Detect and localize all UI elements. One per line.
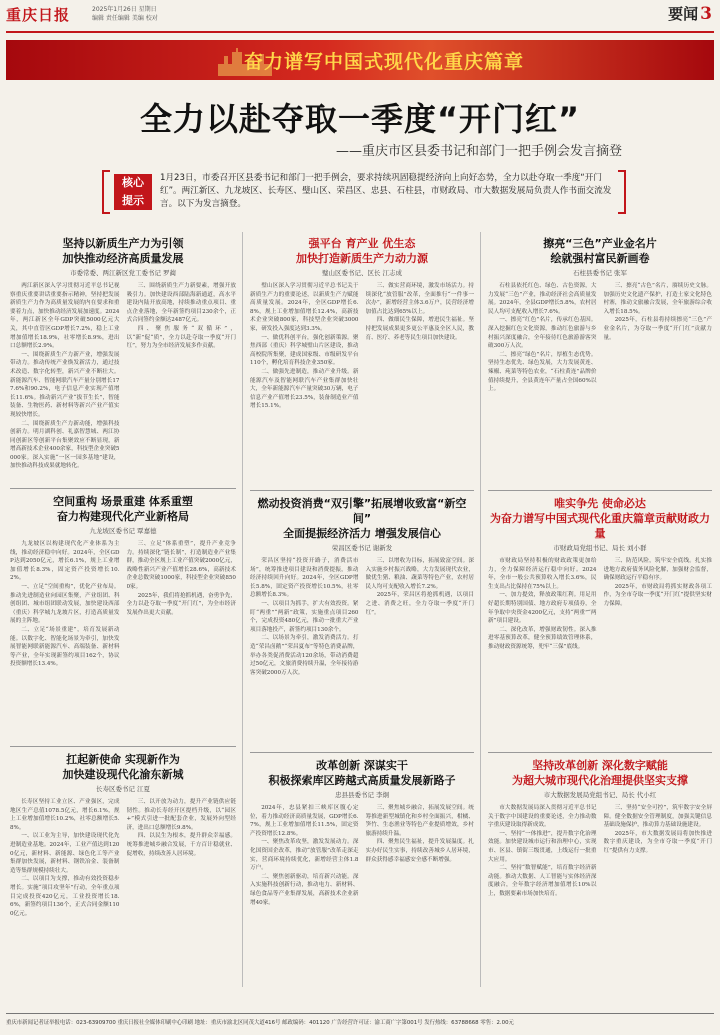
article	[488, 496, 712, 746]
article-byline: 市财政局党组书记、局长 刘小群	[553, 544, 647, 552]
article-paragraph: 2025年，荣昌区将抢抓机遇，以项目之进、消费之旺，全力夺取一季度“开门红”。	[365, 592, 474, 616]
article-paragraph: 2025年，市大数据发展局将加快推进数字重庆建设，为全市夺取一季度“开门红”提供有力支撑。	[603, 830, 712, 854]
article-subtitle: 全面提振经济活力 增强发展信心	[283, 527, 441, 540]
article-paragraph: 一、坚持“一体推进”，提升数字化治理效能。加快建设城市运行和治理中心，实现市、区县、镇街三级贯通，上线运行一批重大应用。	[488, 830, 597, 863]
article-subtitle: 为奋力谱写中国式现代化重庆篇章贡献财政力量	[490, 512, 710, 540]
article-paragraph: 一、擦亮“红色”名片，传承红色基因。深入挖掘红色文化资源，推动红色旅游与乡村振兴深度融合，全年接待红色旅游游客突破300万人次。	[488, 317, 597, 350]
article-body	[250, 282, 474, 483]
article-byline: 市大数据发展局党组书记、局长 代小红	[543, 791, 657, 799]
article-byline: 市委常委、两江新区党工委书记 罗蔺	[69, 269, 177, 277]
article-paragraph: 二、深化改革，增强财政韧性。深入推进零基预算改革，健全预算绩效管理体系，推动财政资源统筹，兜牢“三保”底线。	[488, 626, 597, 650]
article-paragraph: 一、加力提效，释放政策红利。用足用好超长期特别国债、地方政府专项债券，全年争取中央资金4200亿元，支持“两重”“两新”项目建设。	[488, 592, 597, 625]
article-paragraph: 二、立足“场景重建”，培育发展新动能。以数字化、智能化场景为牵引，加快发展智能网联新能源汽车、高端装备、新材料等产业，全年实现新签约项目162个，协议投资额增长13.4%。	[10, 626, 120, 668]
section-tag	[668, 3, 712, 24]
article-paragraph: 两江新区深入学习贯彻习近平总书记视察重庆重要讲话重要指示精神，坚持把发展新质生产力作为高质量发展的内在要求和重要着力点，加快推动经济发展加速度。2024年，两江新区全年GDP突破5000亿元大关，其中直管区GDP增长7.2%，稳上工业增加值增长18.9%，社零增长8.9%，进出口总额增长2.9%。	[10, 283, 120, 350]
article-title: 改革创新 深谋实干	[316, 759, 408, 772]
article-byline: 璧山区委书记、区长 江志成	[321, 269, 403, 277]
key-points-box	[114, 170, 614, 214]
masthead-rule	[6, 31, 714, 33]
article-paragraph: 一、围绕新质生产力新产业，增强发展带动力。推动传统产业焕发新活力，通过技术改造、数字化转型，新兴产业不断壮大。新能源汽车、智能网联汽车产量分别增长177.6%和90.2%，电子信息产业实现产值增长11.6%。推动新兴产业“拔节生长”，智能装备、生物医药、新材料等新兴产业产值实现较快增长。	[10, 351, 120, 418]
article-paragraph: 三、围绕新质生产力新要素，增强开放吸引力。加快建设西部陆海新通道，高水平建设内陆开放高地，持续推动重点项目、重点企业落地，全年新签约项目230余个，正式合同签约金额达2487亿元。	[126, 283, 236, 324]
article-body	[488, 557, 712, 745]
article-paragraph: 三、以开放为动力，提升产业链供应链韧性。推动长寿经开区提档升级，以“园区+”模式引进一批配套企业，发展外向型经济，进出口总额增长9.8%。	[126, 799, 236, 831]
bracket-right	[618, 170, 626, 214]
article-paragraph: 三、坚持“安全可控”，筑牢数字安全屏障。健全数据安全管理制度，加强关键信息基础设施保护，推动算力基础设施建设。	[603, 805, 712, 829]
article-paragraph: 2025年，市财政局将抓实财政各项工作，为全市夺取一季度“开门红”提供坚实财力保障。	[603, 583, 712, 607]
article-body-column	[127, 282, 237, 481]
article-body-column	[488, 557, 597, 745]
article-body-column	[10, 282, 120, 481]
masthead	[0, 0, 720, 34]
article-title: 扛起新使命 实现新作为	[66, 753, 180, 766]
article-body-column	[488, 282, 597, 483]
article-body	[488, 282, 712, 483]
article-body	[488, 804, 712, 1006]
article-body-column	[488, 804, 597, 1006]
article-paragraph: 一、立足“空间重构”，优化产业布局。推动先进制造业向园区集聚，产业组团、科创组团、城市组团联动发展，加快建设西部（重庆）科学城九龙坡片区，打造高质量发展的主阵地。	[10, 583, 120, 625]
article-body	[250, 804, 474, 1006]
article-paragraph: 九龙坡区以构建现代化产业体系为主线，推动经济稳中向好。2024年，全区GDP达到2050亿元，增长6.1%，规上工业增加值增长8.3%，固定资产投资增长10.2%。	[10, 541, 120, 582]
article-subtitle: 加快建设现代化渝东新城	[62, 768, 184, 781]
article-body	[10, 540, 236, 739]
key-points-text: 1月23日，市委召开区县委书记和部门一把手例会，要求持续巩固稳提经济向上向好态势，全力以赴夺取一季度“开门红”。两江新区、九龙坡区、长寿区、璧山区、荣昌区、忠县、石柱县，市财政局、市大数据发展局负责人作书面交流发言。以下为发言摘登。	[160, 173, 612, 209]
article-paragraph: 2025年，石柱县将持续擦亮“三色”产业金名片，为夺取一季度“开门红”贡献力量。	[603, 317, 712, 341]
article	[250, 758, 474, 1007]
article	[10, 494, 236, 740]
article-title: 唯实争先 使命必达	[554, 497, 646, 510]
article-paragraph: 三、防范风险，筑牢安全底线。扎实推进地方政府债务风险化解，加强财会监督，确保财政运行平稳有序。	[603, 558, 712, 582]
date-line	[92, 5, 158, 23]
article-body-column	[127, 540, 237, 739]
article-subtitle: 加快打造新质生产力动力源	[296, 252, 428, 265]
article-byline: 九龙坡区委书记 覃嘉德	[89, 527, 157, 535]
column-banner	[6, 40, 714, 80]
article-title: 坚持改革创新 深化数字赋能	[532, 759, 668, 772]
article-paragraph: 三、以增收为目标，拓展致富空间。深入实施乡村振兴战略，大力发展现代农业，做优生猪、粮油、蔬菜等特色产业，农村居民人均可支配收入增长7.2%。	[365, 558, 474, 590]
article-paragraph: 璧山区深入学习贯彻习近平总书记关于新质生产力的重要论述，以新质生产力赋能高质量发展。2024年，全区GDP增长6.8%，规上工业增加值增长12.4%，高新技术企业突破800家，科技型企业突破3000家，研发投入强度达到3.3%。	[250, 283, 359, 332]
article-body-column	[250, 282, 359, 483]
article-paragraph: 长寿区坚持工业立区、产业强区，完成地区生产总值1078.5亿元，增长6.1%，规上工业增加值增长10.2%，社零总额增长5.8%。	[10, 799, 120, 831]
article-paragraph: 四、以民生为根本，提升群众幸福感。统筹推进城乡融合发展，千方百计稳就业、促增收，持续改善人居环境。	[126, 833, 236, 857]
article-paragraph: 市大数据发展局深入贯彻习近平总书记关于数字中国建设的重要论述，全力推动数字重庆建设取得新成效。	[488, 805, 597, 829]
article-byline: 石柱县委书记 张军	[572, 269, 628, 277]
article-subtitle: 加快推动经济高质量发展	[62, 252, 184, 265]
article-title: 坚持以新质生产力为引领	[62, 237, 184, 250]
article-body-column	[604, 282, 713, 483]
article-paragraph: 一、做优科创平台，强化创新策源。聚焦西部（重庆）科学城璧山片区建设，推动高校院所集聚，建成国家级、市级研发平台110个，孵化培育科技企业350家。	[250, 334, 359, 367]
article-subtitle: 奋力构建现代化产业新格局	[57, 510, 189, 523]
article	[250, 236, 474, 484]
article-body-column	[604, 557, 713, 745]
bracket-left	[102, 170, 110, 214]
article-title: 空间重构 场景重建 体系重塑	[53, 495, 193, 508]
article-paragraph: 四、做细民生保障，增进民生福祉。坚持把发展成果更多更公平惠及全区人民，教育、医疗、养老等民生项目加快建设。	[365, 317, 474, 341]
article-body	[250, 557, 474, 745]
article-paragraph: 二、以场景为牵引，激发消费活力。打造“荣昌卤鹅”“荣昌夏布”等特色消费品牌，举办各类促消费活动120余场，带动消费超过50亿元，文旅消费持续升温，全年接待游客突破2000万人次。	[250, 635, 359, 676]
article-paragraph: 四、聚焦服务“双循环”，以“新”促“质”，全力以赴夺取一季度“开门红”，努力为全市经济发展多作贡献。	[126, 325, 236, 350]
article-byline: 长寿区委书记 江夏	[95, 785, 151, 793]
article-title: 强平台 育产业 优生态	[308, 237, 416, 250]
article-paragraph: 一、以项目为抓手，扩大有效投资。紧盯“两重”“两新”政策，实施重点项目260个，完成投资480亿元，推动一批重大产业项目落地投产，新签约项目130余个。	[250, 600, 359, 633]
key-points-badge-line-1: 核心	[122, 176, 144, 189]
article-paragraph: 石柱县依托红色、绿色、古色资源，大力发展“三色”产业，推动经济社会高质量发展。2024年，全县GDP增长5.8%，农村居民人均可支配收入增长7.6%。	[488, 283, 597, 315]
article-divider	[250, 752, 474, 753]
article-paragraph: 四、聚焦民生福祉，提升发展温度。扎实办好民生实事，持续改善城乡人居环境，群众获得感幸福感安全感不断增强。	[365, 839, 474, 863]
newspaper-logo: 重庆日报	[6, 6, 71, 24]
article-divider	[250, 490, 474, 491]
article-divider	[10, 746, 236, 747]
article-paragraph: 2024年，忠县紧扣三峡库区腹心定位，着力推动经济高质量发展，GDP增长6.7%，规上工业增加值增长11.5%，固定资产投资增长12.8%。	[250, 805, 359, 837]
article-body-column	[366, 282, 475, 483]
section-name: 要闻	[668, 5, 699, 23]
article-paragraph: 三、立足“体系重塑”，提升产业竞争力。持续深化“链长制”，打造制造业产业集群，推动全区规上工业产值突破2000亿元，战略性新兴产业产值增长28.6%，高新技术企业总数突破1000家，科技型企业突破8500家。	[126, 541, 236, 590]
page-subhead: ——重庆市区县委书记和部门一把手例会发言摘登	[335, 144, 622, 159]
page-footer: 重庆市新闻记者证举报电话：023-63909700 重庆日报社全媒体印刷中心印刷 地址：重庆市渝北区同茂大道416号 邮政编码：401120 广告经营许可证：渝工商广字第001号 发行热线：63788668 零售：2.00元	[6, 1020, 514, 1026]
article-title: 擦亮“三色”产业金名片	[543, 237, 657, 250]
article-paragraph: 二、围绕新质生产力新动能，增强科技创新力。明月湖科创、礼嘉智慧城、两江协同创新区等创新平台集聚效应不断显现，新增高新技术企业400余家，科技型企业突破5000家。深入实施“一区一园多基地”建设，加快推动科技成果就地转化。	[10, 420, 120, 470]
date-line-editors: 编辑 责任编辑 美编 校对	[92, 15, 158, 22]
article-divider	[488, 490, 712, 491]
article	[10, 236, 236, 482]
article-paragraph: 三、做实营商环境，激发市场活力。持续深化“放管服”改革，全面推行“一件事一次办”，新增经营主体3.6万户，民营经济增加值占比达到65%以上。	[365, 283, 474, 315]
article-body-column	[366, 557, 475, 745]
article-subtitle: 积极探索库区跨越式高质量发展新路子	[268, 774, 456, 787]
article-paragraph: 三、擦亮“古色”名片，赓续历史文脉。加强历史文化遗产保护，打造土家文化特色村寨，推动文旅融合发展，全年旅游综合收入增长18.5%。	[603, 283, 712, 315]
article-byline: 荣昌区委书记 谢新发	[331, 544, 393, 552]
article	[488, 236, 712, 484]
page-headline: 全力以赴夺取一季度“开门红”	[139, 100, 581, 138]
article-paragraph: 二、坚持“数智赋能”，培育数字经济新动能。推动大数据、人工智能与实体经济深度融合，全年数字经济增加值增长10%以上，数据要素市场加快培育。	[488, 865, 597, 897]
column-rule-2	[480, 232, 481, 987]
page-number: 3	[700, 4, 712, 24]
article-body-column	[250, 804, 359, 1006]
article-subtitle: 绘就强村富民新画卷	[550, 252, 650, 265]
column-rule-1	[242, 232, 243, 987]
article-divider	[10, 488, 236, 489]
article-body-column	[604, 804, 713, 1006]
article-paragraph: 二、擦亮“绿色”名片，厚植生态优势。坚持生态优先、绿色发展，大力发展黄连、辣椒、莼菜等特色农业，“石柱黄连”品牌价值持续提升，全县黄连年产量占全国60%以上。	[488, 351, 597, 393]
article-paragraph: 三、聚焦城乡融合，拓展发展空间。统筹推进新型城镇化和乡村全面振兴，柑橘、笋竹、生态渔业等特色产业提质增效，乡村旅游持续升温。	[365, 805, 474, 837]
article-body-column	[366, 804, 475, 1006]
article-body-column	[10, 540, 120, 739]
article	[250, 496, 474, 746]
article-subtitle: 为超大城市现代化治理提供坚实支撑	[512, 774, 688, 787]
article-byline: 忠县县委书记 李炯	[334, 791, 390, 799]
date-line-date: 2025年1月26日 星期日	[92, 6, 157, 13]
article-paragraph: 二、以项目为支撑，推动有效投资稳步增长。实施“项目攻坚年”行动，全年重点项目完成投资420亿元，工业投资增长18.6%，新签约项目136个，正式合同金额1100亿元。	[10, 876, 120, 917]
key-points-badge-line-2: 提示	[122, 194, 144, 207]
article-paragraph: 一、聚焦改革攻坚，激发发展动力。深化国资国企改革，推动“放管服”改革走深走实，营商环境持续优化，新增经营主体1.8万户。	[250, 839, 359, 872]
article-paragraph: 荣昌区坚持“投资开路子，消费活市场”，统筹推进项目建设和消费提振，推动经济持续回升向好。2024年，全区GDP增长5.8%，固定资产投资增长10.5%，社零总额增长8.3%。	[250, 558, 359, 599]
article-body-column	[127, 798, 237, 1006]
banner-title: 奋力谱写中国式现代化重庆篇章	[244, 51, 525, 73]
article	[488, 758, 712, 1007]
key-points-badge	[114, 174, 152, 210]
article-paragraph: 一、以工业为主导，加快建设现代化先进制造业基地。2024年，工业产值达到1200亿元，新材料、新能源、绿色化工等产业集群加快发展，新材料、钢铁冶金、装备制造等集群规模持续壮大。	[10, 833, 120, 874]
article-paragraph: 二、做强先进制造，推动产业升级。新能源汽车及智能网联汽车产业集群加快壮大，全年新能源汽车产量突破30万辆，电子信息产业产值增长23.5%，装备制造业产值增长15.1%。	[250, 368, 359, 410]
article-body-column	[10, 798, 120, 1006]
article	[10, 752, 236, 1007]
article-title: 燃动投资消费“双引擎”拓展增收致富“新空间”	[257, 497, 467, 525]
article-body	[10, 282, 236, 481]
article-body	[10, 798, 236, 1006]
footer-rule	[6, 1013, 714, 1014]
article-paragraph: 市财政局坚持积极的财政政策更加给力，全力保障经济运行稳中向好。2024年，全市一般公共预算收入增长3.6%，民生支出占比保持在75%以上。	[488, 558, 597, 590]
article-paragraph: 2025年，我们将抢抓机遇，奋勇争先，全力以赴夺取一季度“开门红”，为全市经济发展作出更大贡献。	[126, 592, 236, 616]
article-paragraph: 二、聚焦创新驱动，培育新兴动能。深入实施科技创新行动，推动电力、新材料、绿色食品等产业集群发展，高新技术企业新增40家。	[250, 873, 359, 906]
article-divider	[488, 752, 712, 753]
article-body-column	[250, 557, 359, 745]
